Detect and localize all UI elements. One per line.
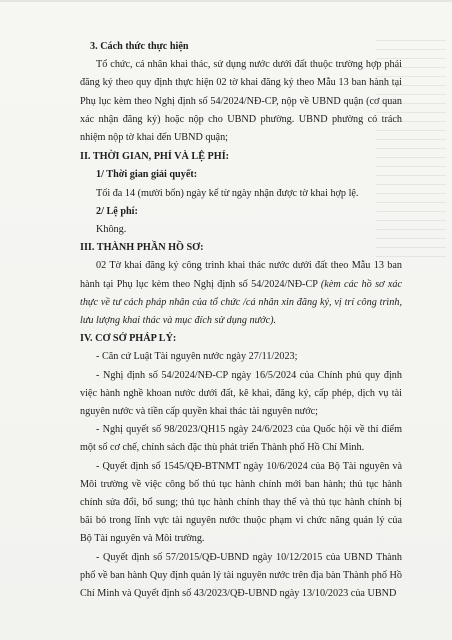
- processing-time-text: Tối đa 14 (mười bốn) ngày kể từ ngày nhận được tờ khai hợp lệ.: [96, 187, 359, 199]
- legal-item: - Nghị định số 54/2024/NĐ-CP ngày 16/5/2024 của Chính phủ quy định việc hành nghề khoan nước dưới đất, kê khai, đăng ký, cấp phép, dịch vụ tài nguyên nước và tiền cấp quyền khai thác tài nguyên nước;: [80, 369, 402, 418]
- document-body: [80, 38, 402, 603]
- legal-item: - Căn cứ Luật Tài nguyên nước ngày 27/11/2023;: [96, 351, 298, 363]
- section-3-paragraph: Tổ chức, cá nhân khai thác, sử dụng nước dưới đất thuộc trường hợp phải đăng ký theo quy định thực hiện 02 tờ khai đăng ký theo Mẫu 13 ban hành tại Phụ lục kèm theo Nghị định số 54/2024/NĐ-CP, nộp về UBND quận (cơ quan xác nhận đăng ký) hoặc nộp cho UBND phường. UBND phường có trách nhiệm nộp tờ khai đến UBND quận;: [80, 59, 402, 144]
- legal-item: - Quyết định số 57/2015/QĐ-UBND ngày 10/12/2015 của UBND Thành phố về ban hành Quy định quản lý tài nguyên nước trên địa bàn Thành phố Hồ Chí Minh và Quyết định số 43/2023/QĐ-UBND ngày 13/10/2023 của UBND: [80, 551, 402, 600]
- legal-item: - Nghị quyết số 98/2023/QH15 ngày 24/6/2023 của Quốc hội về thí điểm một số cơ chế, chính sách đặc thù phát triển Thành phố Hồ Chí Minh.: [80, 424, 402, 454]
- fee-text: Không.: [96, 224, 127, 236]
- fee-heading: 2/ Lệ phí:: [96, 205, 138, 217]
- legal-item: - Quyết định số 1545/QĐ-BTNMT ngày 10/6/2024 của Bộ Tài nguyên và Môi trường về việc công bố thủ tục hành chính mới ban hành; thủ tục hành chính sửa đổi, bổ sung; thủ tục hành chính thay thế và thủ tục hành chính bị bãi bỏ trong lĩnh vực tài nguyên nước thuộc phạm vi chức năng quản lý của Bộ Tài nguyên và Môi trường.: [80, 460, 402, 545]
- documents-paragraph: [80, 257, 402, 330]
- section-iii-heading: III. THÀNH PHẦN HỒ SƠ:: [80, 242, 204, 254]
- processing-time-heading: 1/ Thời gian giải quyết:: [96, 169, 198, 181]
- documents-text: 02 Tờ khai đăng ký công trình khai thác nước dưới đất theo Mẫu 13 ban hành tại Phụ lục kèm theo Nghị định số 54/2024/NĐ-CP: [80, 260, 402, 290]
- page-edge: [0, 0, 452, 2]
- section-ii-heading: II. THỜI GIAN, PHÍ VÀ LỆ PHÍ:: [80, 151, 230, 163]
- documents-note: (kèm các hồ sơ xác thực về tư cách pháp nhân của tổ chức /cá nhân xin đăng ký, vị trí công trình, lưu lượng khai thác và mục đích sử dụng nước).: [80, 278, 402, 327]
- section-iv-heading: IV. CƠ SỞ PHÁP LÝ:: [80, 333, 177, 345]
- section-3-heading: 3. Cách thức thực hiện: [90, 41, 189, 52]
